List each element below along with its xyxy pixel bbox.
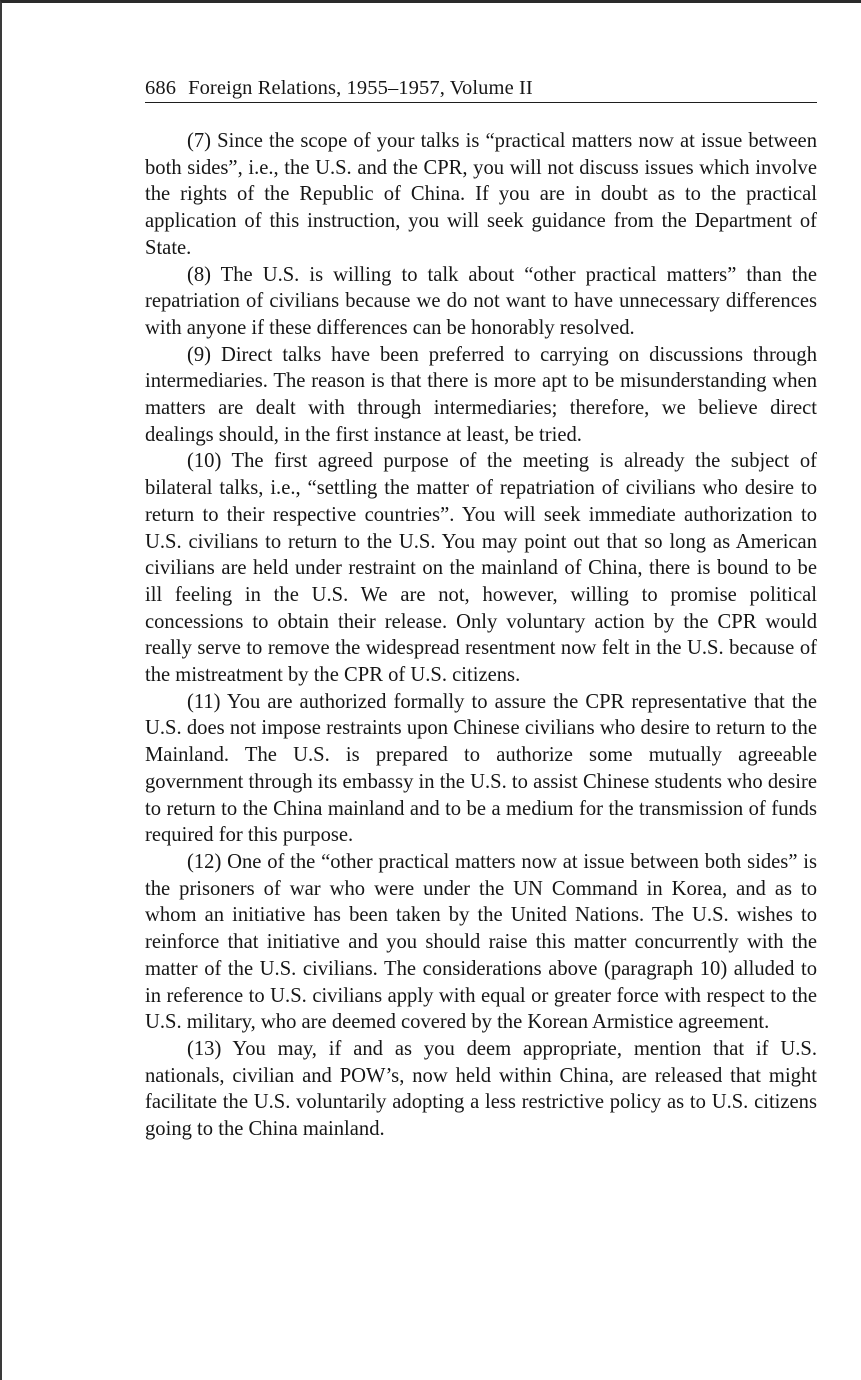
- running-title: Foreign Relations, 1955–1957, Volume II: [188, 77, 533, 99]
- paragraph-12: (12) One of the “other practical matters now at issue between both sides” is the prisoners of war who were under the UN Command in Korea, and as to whom an initiative has been taken by the United Nations. The U.S. wishes to reinforce that initiative and you should raise this matter concurrently with the matter of the U.S. civilians. The considerations above (paragraph 10) alluded to in reference to U.S. civilians apply with equal or greater force with respect to the U.S. military, who are deemed covered by the Korean Armistice agreement.: [145, 850, 817, 1034]
- document-body: [145, 128, 817, 1143]
- page-number: 686: [145, 77, 177, 99]
- paragraph-7: (7) Since the scope of your talks is “practical matters now at issue between both sides”, i.e., the U.S. and the CPR, you will not discuss issues which involve the rights of the Republic of China. If you are in doubt as to the practical application of this instruction, you will seek guidance from the Department of State.: [145, 130, 817, 259]
- paragraph-9: (9) Direct talks have been preferred to carrying on discussions through intermediaries. The reason is that there is more apt to be misunderstanding when matters are dealt with through intermediaries; therefore, we believe direct dealings should, in the first instance at least, be tried.: [145, 343, 817, 446]
- paragraph-10: (10) The first agreed purpose of the meeting is already the subject of bilateral talks, i.e., “settling the matter of repatriation of civilians who desire to return to their respective countries”. You will seek immediate authorization to U.S. civilians to return to the U.S. You may point out that so long as American civilians are held under restraint on the mainland of China, there is bound to be ill feeling in the U.S. We are not, however, willing to promise political concessions to obtain their release. Only voluntary action by the CPR would really serve to remove the widespread resentment now felt in the U.S. because of the mistreatment by the CPR of U.S. citizens.: [145, 450, 817, 687]
- paragraph-8: (8) The U.S. is willing to talk about “other practical matters” than the repatriation of civilians because we do not want to have unnecessary differences with anyone if these differences can be honorably resolved.: [145, 263, 817, 339]
- paragraph-13: (13) You may, if and as you deem appropriate, mention that if U.S. nationals, civilian and POW’s, now held within China, are released that might facilitate the U.S. voluntarily adopting a less restrictive policy as to U.S. citizens going to the China mainland.: [145, 1037, 817, 1141]
- running-head: [145, 74, 817, 103]
- paragraph-11: (11) You are authorized formally to assure the CPR representative that the U.S. does not impose restraints upon Chinese civilians who desire to return to the Mainland. The U.S. is prepared to authorize some mutually agreeable government through its embassy in the U.S. to assist Chinese students who desire to return to the China mainland and to be a medium for the transmission of funds required for this purpose.: [145, 690, 817, 847]
